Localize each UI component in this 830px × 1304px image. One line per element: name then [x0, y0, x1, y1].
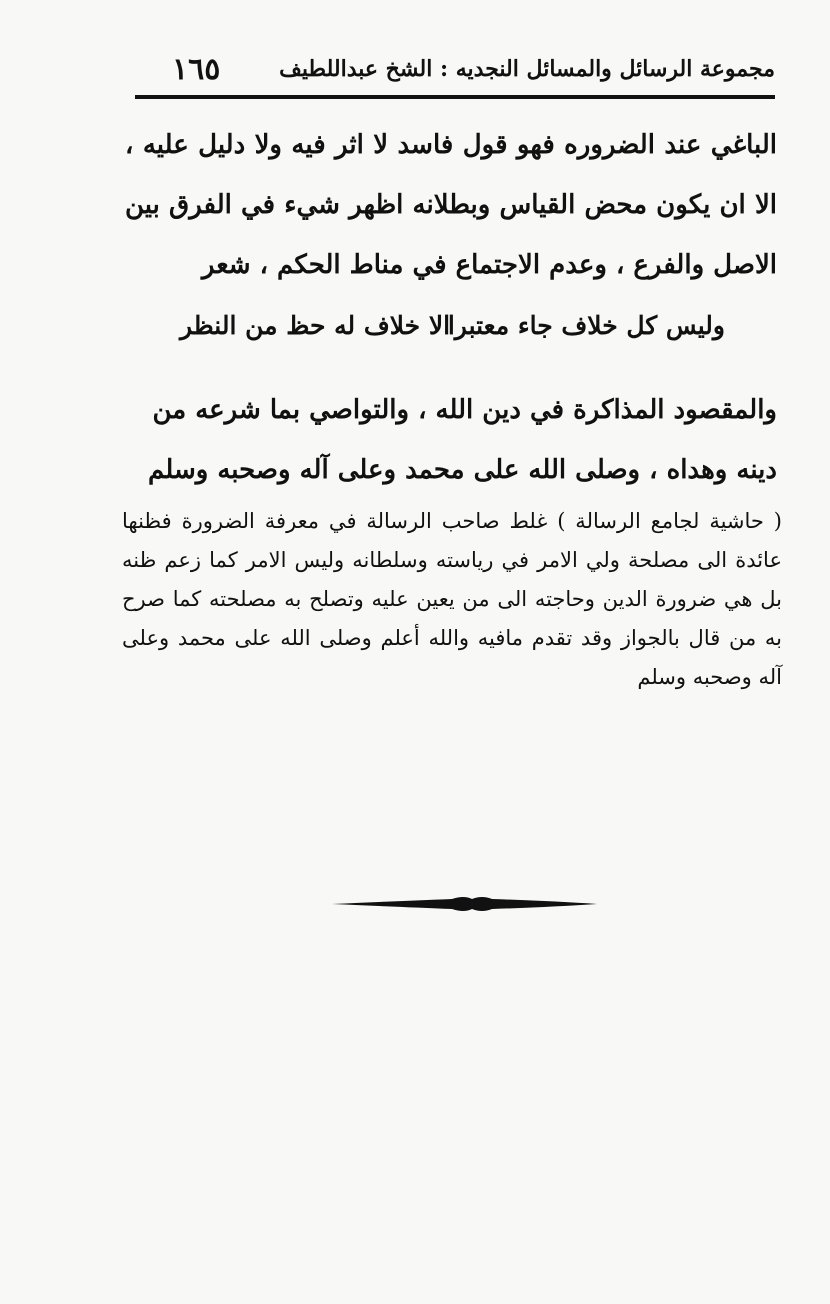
paragraph: الباغي عند الضروره فهو قول فاسد لا اثر فيه ولا دليل عليه ، الا ان يكون محض القياس وبطلانه اظهر شيء في الفرق بين الاصل والفرع ، وعدم الاجتماع في مناط الحكم ، شعر — [125, 130, 777, 280]
running-header — [160, 50, 775, 94]
closing-text — [125, 380, 777, 500]
page-number: ١٦٥ — [172, 52, 221, 87]
ornament-divider — [332, 893, 597, 915]
paragraph: والمقصود المذاكرة في دين الله ، والتواصي بما شرعه من دينه وهداه ، وصلى الله على محمد وعلى آله وصحبه وسلم — [148, 395, 777, 485]
main-text — [125, 115, 777, 295]
header-rule — [135, 95, 775, 99]
verse-first-hemistich: وليس كل خلاف جاء معتبرا — [447, 311, 725, 340]
poetry-verse — [180, 305, 725, 355]
footnote: ( حاشية لجامع الرسالة ) غلط صاحب الرسالة في معرفة الضرورة فظنها عائدة الى مصلحة ولي الامر في رياسته وسلطانه وليس الامر كما زعم ظنه بل هي ضرورة الدين وحاجته الى من يعين عليه وتصلح به مصلحته كما صرح به من قال بالجواز وقد تقدم مافيه والله أعلم وصلى الله على محمد وعلى آله وصحبه وسلم — [122, 509, 782, 689]
verse-second-hemistich: الا خلاف له حظ من النظر — [180, 311, 451, 340]
header-title: مجموعة الرسائل والمسائل النجديه : الشخ عبداللطيف — [279, 56, 775, 82]
